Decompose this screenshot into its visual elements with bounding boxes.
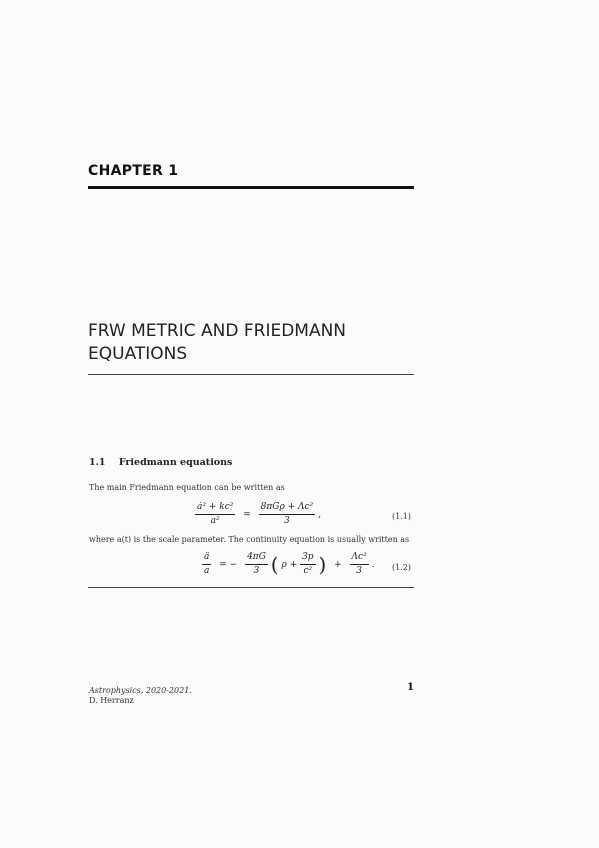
eq1-rhs-denominator: 3 — [284, 516, 290, 526]
eq2-rho: ρ + — [281, 560, 298, 570]
eq1-rhs-fraction — [259, 502, 316, 527]
chapter-rule — [88, 186, 414, 189]
eq2-paren-close: ) — [318, 552, 327, 577]
eq2-pressure-denominator: c² — [303, 566, 313, 576]
eq1-lhs-denominator: a² — [210, 516, 220, 526]
chapter-title: FRW METRIC AND FRIEDMANN EQUATIONS — [88, 321, 347, 364]
eq2-rhs-numerator: Λc² — [350, 552, 369, 565]
eq2-lhs-numerator: ä — [202, 552, 211, 565]
equation-1-number: (1.1) — [392, 512, 411, 521]
eq2-paren-open: ( — [270, 552, 279, 577]
equation-1 — [195, 502, 321, 527]
section-title: Friedmann equations — [118, 457, 233, 468]
section-number: 1.1 — [89, 457, 106, 468]
equation-2 — [202, 552, 374, 577]
eq2-lhs-denominator: a — [204, 566, 210, 576]
eq2-lhs-fraction — [202, 552, 211, 577]
footer-author: D. Herranz — [89, 696, 134, 705]
footer — [89, 686, 192, 706]
eq2-coefficient-numerator: 4πG — [245, 552, 268, 565]
page-number: 1 — [407, 682, 414, 693]
eq2-rhs-fraction — [350, 552, 369, 577]
eq1-lhs-numerator: ȧ² + kc² — [195, 502, 235, 515]
paragraph-2: where a(t) is the scale parameter. The continuity equation is usually written as — [89, 535, 410, 544]
eq2-plus: + — [334, 560, 342, 570]
eq2-coefficient — [245, 552, 268, 577]
footer-journal: Astrophysics, 2020-2021. — [89, 686, 192, 695]
eq2-equals-minus: = − — [219, 560, 238, 570]
eq2-pressure-numerator: 3p — [300, 552, 316, 565]
eq2-pressure-fraction — [300, 552, 316, 577]
eq2-coefficient-denominator: 3 — [253, 566, 260, 576]
eq1-equals: = — [243, 510, 251, 520]
eq1-tail: , — [318, 510, 321, 520]
eq2-rhs-denominator: 3 — [356, 566, 362, 576]
eq2-tail: . — [371, 560, 375, 570]
chapter-label: CHAPTER 1 — [88, 163, 179, 179]
title-rule — [88, 374, 414, 375]
eq1-lhs-fraction — [195, 502, 235, 527]
eq1-rhs-numerator: 8πGρ + Λc² — [259, 502, 316, 515]
bottom-rule — [88, 587, 414, 588]
equation-2-number: (1.2) — [392, 563, 411, 572]
paragraph-1: The main Friedmann equation can be written as — [89, 483, 285, 492]
section-heading — [89, 457, 232, 468]
